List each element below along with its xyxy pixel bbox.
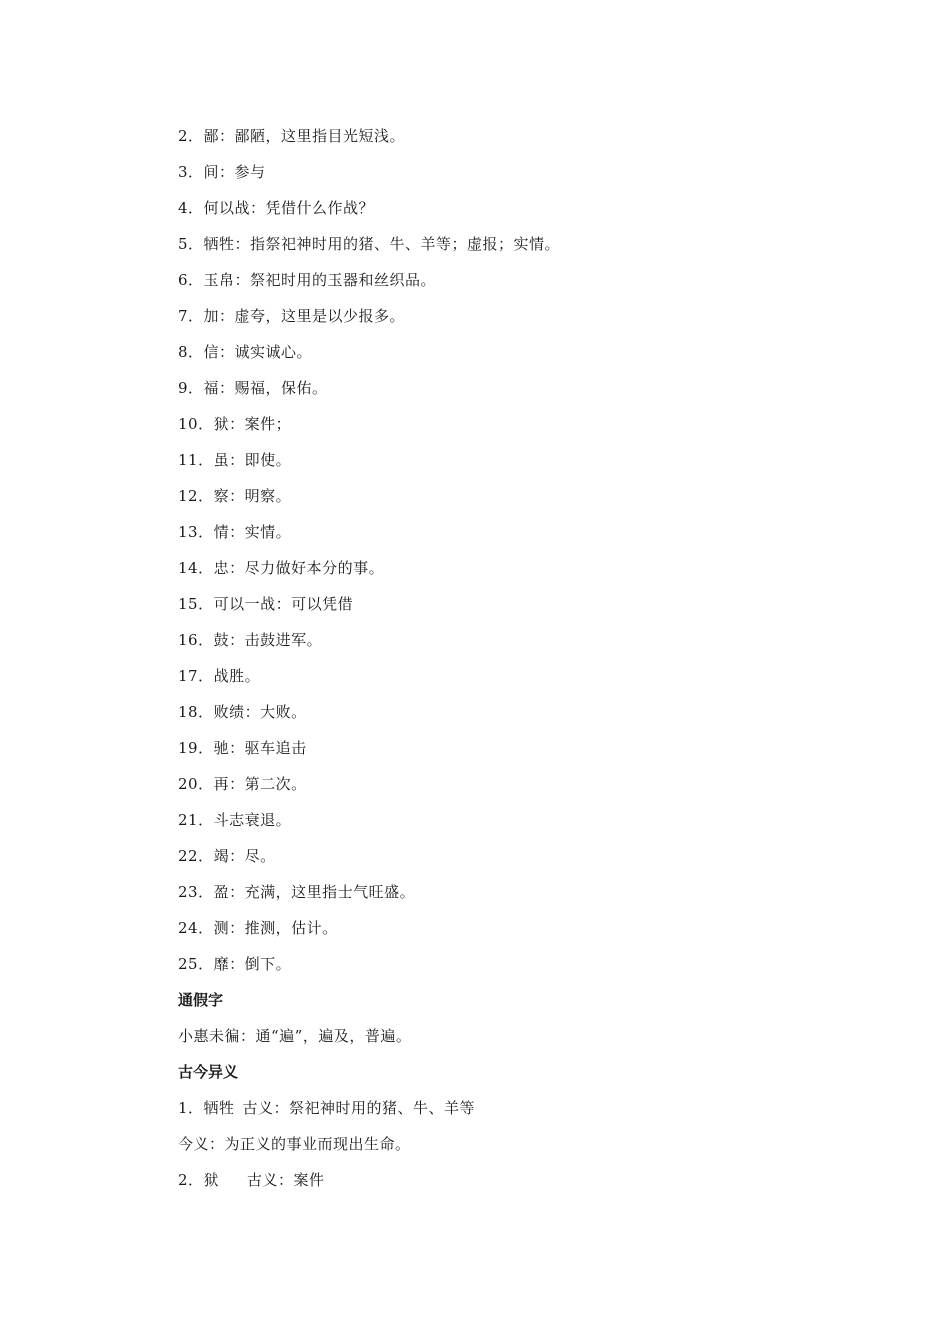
gujin-item-2-word: 2．狱 xyxy=(178,1171,220,1189)
section-heading-gujin: 古今异义 xyxy=(178,1063,239,1081)
gujin-item-2-gu: 古义：案件 xyxy=(247,1171,325,1189)
note-line: 23．盈：充满，这里指士气旺盛。 xyxy=(178,883,416,901)
note-line: 16．鼓：击鼓进军。 xyxy=(178,631,323,649)
note-line: 21．斗志衰退。 xyxy=(178,811,292,829)
note-line: 6．玉帛：祭祀时用的玉器和丝织品。 xyxy=(178,271,437,289)
note-line: 19．驰：驱车追击 xyxy=(178,739,307,757)
note-line: 9．福：赐福，保佑。 xyxy=(178,379,328,397)
note-line: 2．鄙：鄙陋，这里指目光短浅。 xyxy=(178,127,406,145)
note-line: 11．虽：即使。 xyxy=(178,451,292,469)
gujin-item-1-gu: 古义：祭祀神时用的猪、牛、羊等 xyxy=(242,1099,476,1117)
note-line: 25．靡：倒下。 xyxy=(178,955,292,973)
note-line: 18．败绩：大败。 xyxy=(178,703,307,721)
note-line: 5．牺牲：指祭祀神时用的猪、牛、羊等；虚报；实情。 xyxy=(178,235,561,253)
note-line: 3．间：参与 xyxy=(178,163,266,181)
note-line: 7．加：虚夸，这里是以少报多。 xyxy=(178,307,406,325)
note-line: 12．察：明察。 xyxy=(178,487,292,505)
note-line: 24．测：推测，估计。 xyxy=(178,919,338,937)
gujin-item-1 xyxy=(178,1090,878,1126)
note-line: 17．战胜。 xyxy=(178,667,261,685)
note-line: 15．可以一战：可以凭借 xyxy=(178,595,354,613)
note-line: 14．忠：尽力做好本分的事。 xyxy=(178,559,385,577)
note-line: 10．狱：案件； xyxy=(178,415,292,433)
section-heading-tongjia: 通假字 xyxy=(178,991,224,1009)
gujin-item-2 xyxy=(178,1162,878,1198)
note-line: 20．再：第二次。 xyxy=(178,775,307,793)
gujin-item-1-word: 1．牺牲 xyxy=(178,1099,235,1117)
tongjia-line: 小惠未徧：通“遍”，遍及，普遍。 xyxy=(178,1027,412,1045)
note-line: 8．信：诚实诚心。 xyxy=(178,343,313,361)
gujin-item-1-jin: 今义：为正义的事业而现出生命。 xyxy=(178,1135,411,1153)
note-line: 22．竭：尽。 xyxy=(178,847,276,865)
note-line: 13．情：实情。 xyxy=(178,523,292,541)
note-line: 4．何以战：凭借什么作战？ xyxy=(178,199,375,217)
document-page xyxy=(178,118,878,1198)
